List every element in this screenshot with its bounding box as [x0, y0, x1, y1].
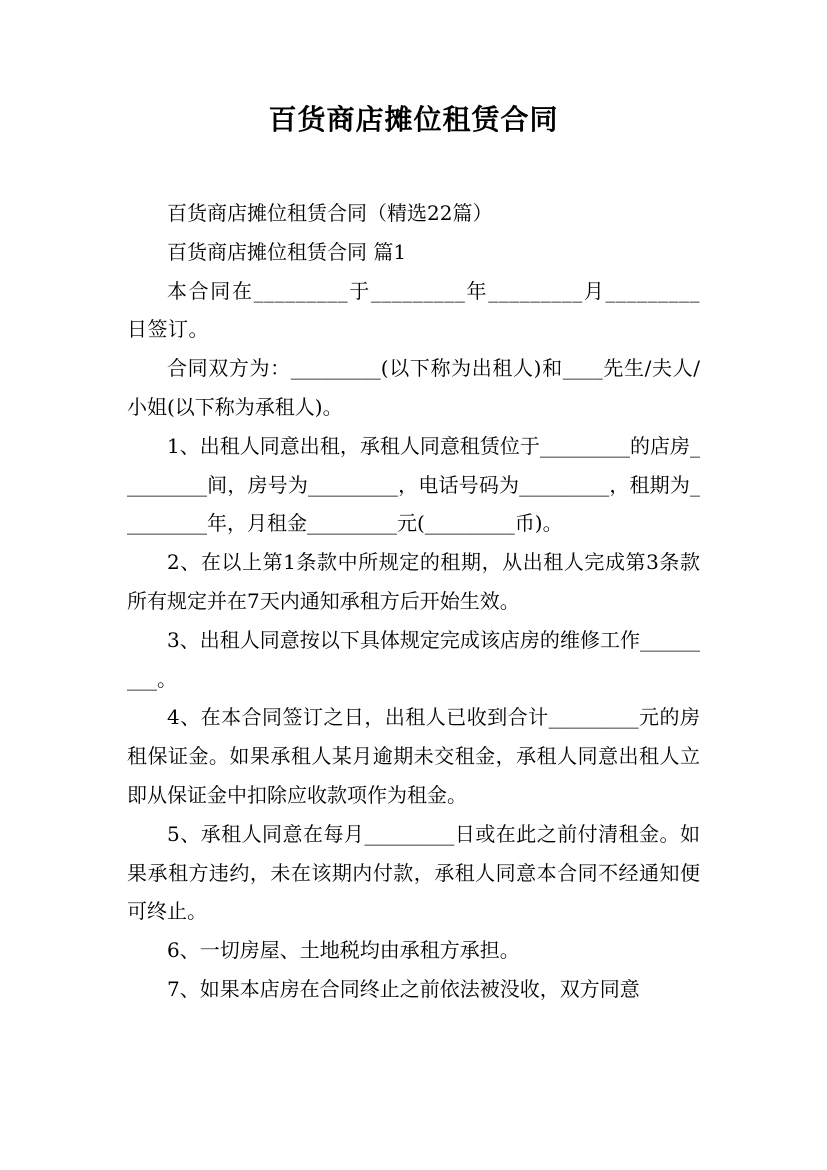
paragraph-clause-5: 5、承租人同意在每月_________日或在此之前付清租金。如果承租方违约，未在该期内付款，承租人同意本合同不经通知便可终止。 [127, 821, 700, 924]
document-body [127, 194, 700, 1009]
paragraph-clause-4: 4、在本合同签订之日，出租人已收到合计_________元的房租保证金。如果承租人某月逾期未交租金，承租人同意出租人立即从保证金中扣除应收款项作为租金。 [127, 705, 700, 807]
paragraph-clause-3: 3、出租人同意按以下具体规定完成该店房的维修工作_________。 [127, 627, 700, 691]
paragraph-clause-2: 2、在以上第1条款中所规定的租期，从出租人完成第3条款所有规定并在7天内通知承租方后开始生效。 [127, 550, 700, 613]
document-title: 百货商店摊位租赁合同 [268, 103, 559, 136]
paragraph-subtitle: 百货商店摊位租赁合同（精选22篇） [167, 201, 493, 225]
paragraph-parties: 合同双方为：_________(以下称为出租人)和____先生/夫人/小姐(以下称为承租人)。 [127, 356, 700, 419]
paragraph-signing: 本合同在_________于_________年_________月_________日签订。 [127, 278, 700, 342]
paragraph-clause-6: 6、一切房屋、土地税均由承租方承担。 [167, 938, 520, 963]
paragraph-clause-1: 1、出租人同意出租，承租人同意租赁位于_________的店房_________间，房号为_________，电话号码为_________，租期为_________年，月租金_________元(_________币)。 [127, 433, 700, 536]
paragraph-section-heading: 百货商店摊位租赁合同 篇1 [167, 239, 407, 264]
paragraph-clause-7: 7、如果本店房在合同终止之前依法被没收，双方同意 [167, 976, 640, 1001]
